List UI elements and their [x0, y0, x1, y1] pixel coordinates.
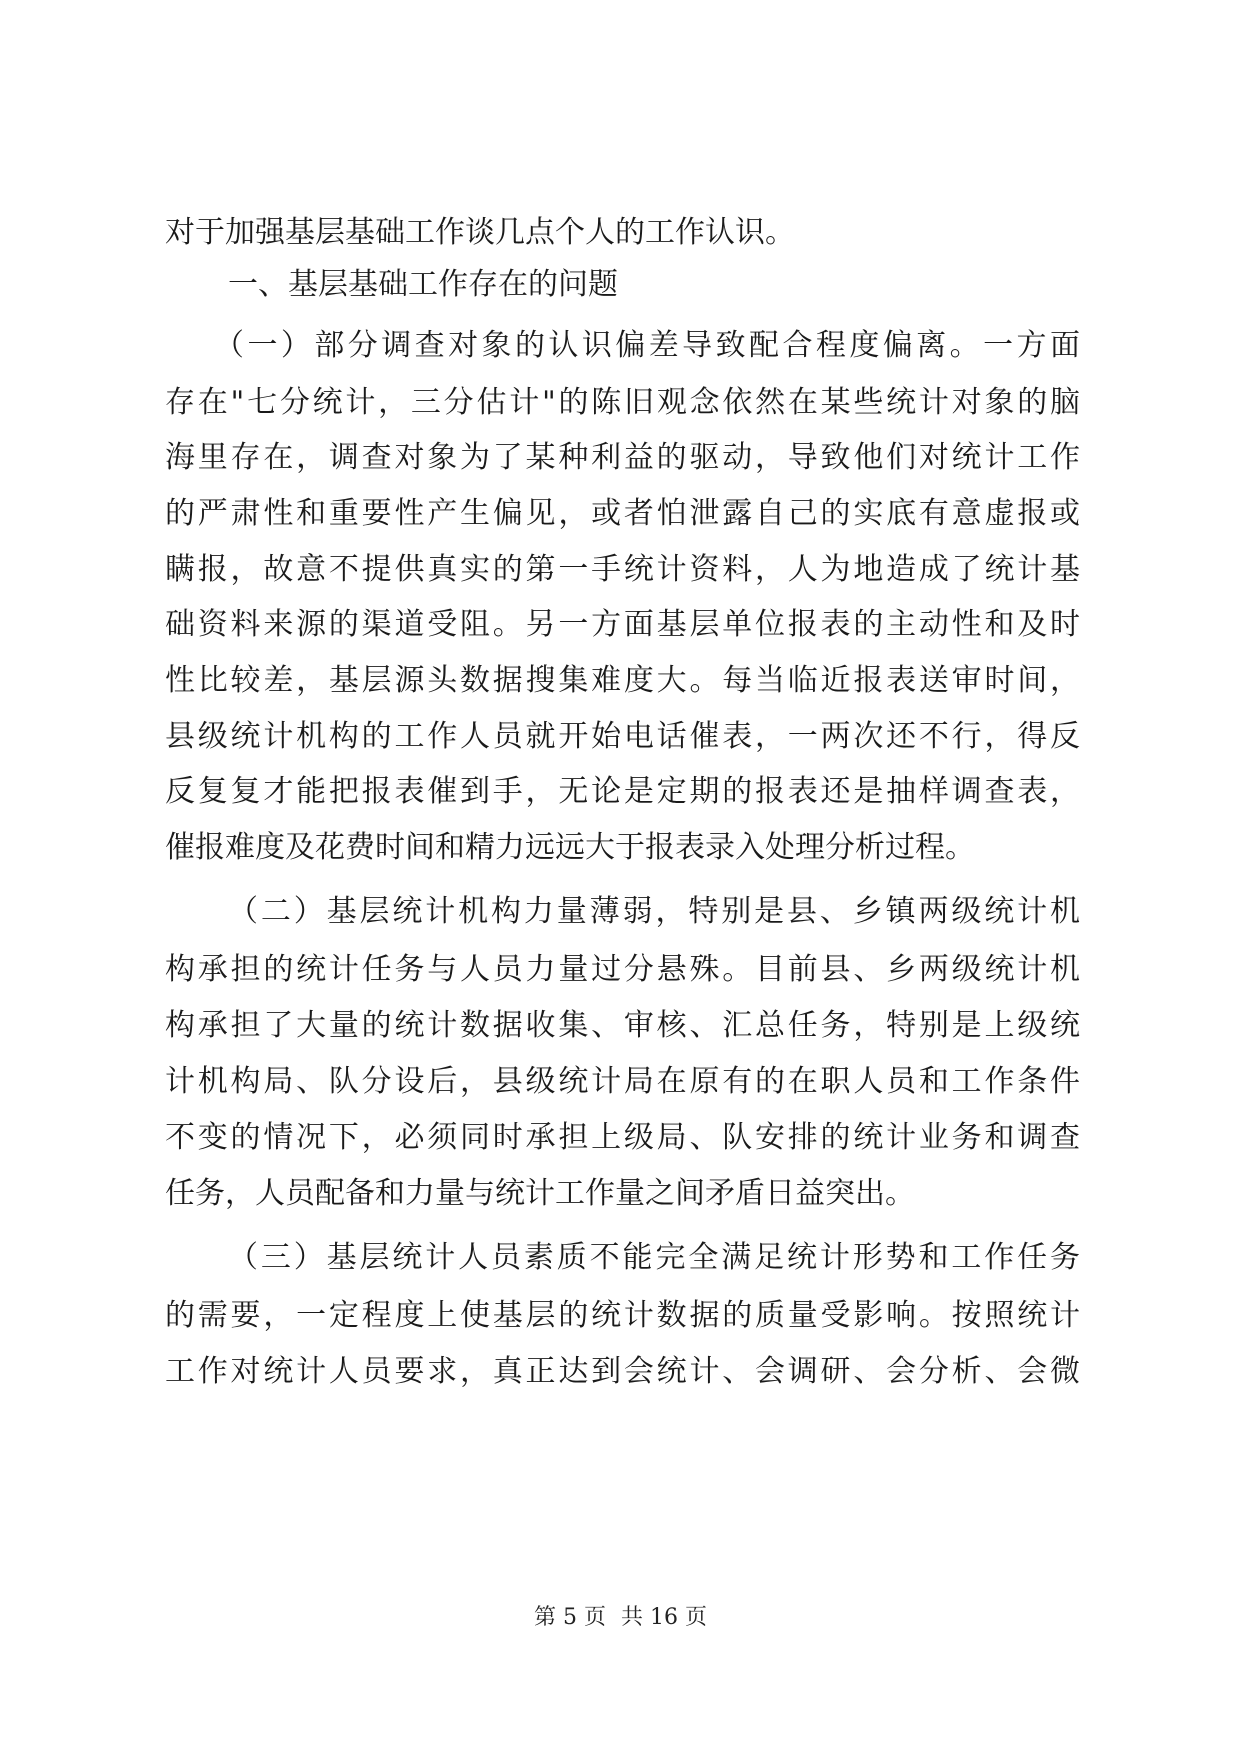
- paragraph-line: 性比较差，基层源头数据搜集难度大。每当临近报表送审时间，: [165, 663, 1080, 698]
- paragraph-line: 计机构局、队分设后，县级统计局在原有的在职人员和工作条件: [165, 1064, 1080, 1099]
- paragraph-line: 任务，人员配备和力量与统计工作量之间矛盾日益突出。: [165, 1176, 915, 1211]
- section-heading: 一、基层基础工作存在的问题: [228, 267, 618, 302]
- paragraph-line: 催报难度及花费时间和精力远远大于报表录入处理分析过程。: [165, 830, 975, 865]
- paragraph-line: 不变的情况下，必须同时承担上级局、队安排的统计业务和调查: [165, 1120, 1080, 1155]
- paragraph-line: 存在"七分统计，三分估计"的陈旧观念依然在某些统计对象的脑: [165, 385, 1080, 420]
- paragraph-line: 的需要，一定程度上使基层的统计数据的质量受影响。按照统计: [165, 1298, 1080, 1333]
- paragraph-line: （三）基层统计人员素质不能完全满足统计形势和工作任务: [228, 1240, 1080, 1275]
- paragraph-line: 构承担的统计任务与人员力量过分悬殊。目前县、乡两级统计机: [165, 952, 1080, 987]
- page-total: 共 16 页: [621, 1605, 707, 1630]
- paragraph-line: （一）部分调查对象的认识偏差导致配合程度偏离。一方面: [214, 328, 1080, 363]
- paragraph-line: 础资料来源的渠道受阻。另一方面基层单位报表的主动性和及时: [165, 607, 1080, 642]
- paragraph-line: 的严肃性和重要性产生偏见，或者怕泄露自己的实底有意虚报或: [165, 496, 1080, 531]
- paragraph-line: 瞒报，故意不提供真实的第一手统计资料，人为地造成了统计基: [165, 552, 1080, 587]
- paragraph-line: 工作对统计人员要求，真正达到会统计、会调研、会分析、会微: [165, 1354, 1080, 1389]
- paragraph-line: （二）基层统计机构力量薄弱，特别是县、乡镇两级统计机: [228, 894, 1080, 929]
- page-number: 第 5 页: [534, 1605, 606, 1630]
- paragraph-line: 县级统计机构的工作人员就开始电话催表，一两次还不行，得反: [165, 719, 1080, 754]
- paragraph-line: 海里存在，调查对象为了某种利益的驱动，导致他们对统计工作: [165, 440, 1080, 475]
- paragraph-line: 对于加强基层基础工作谈几点个人的工作认识。: [165, 215, 795, 250]
- paragraph-line: 反复复才能把报表催到手，无论是定期的报表还是抽样调查表，: [165, 774, 1080, 809]
- paragraph-line: 构承担了大量的统计数据收集、审核、汇总任务，特别是上级统: [165, 1008, 1080, 1043]
- page-footer: [0, 1603, 1241, 1633]
